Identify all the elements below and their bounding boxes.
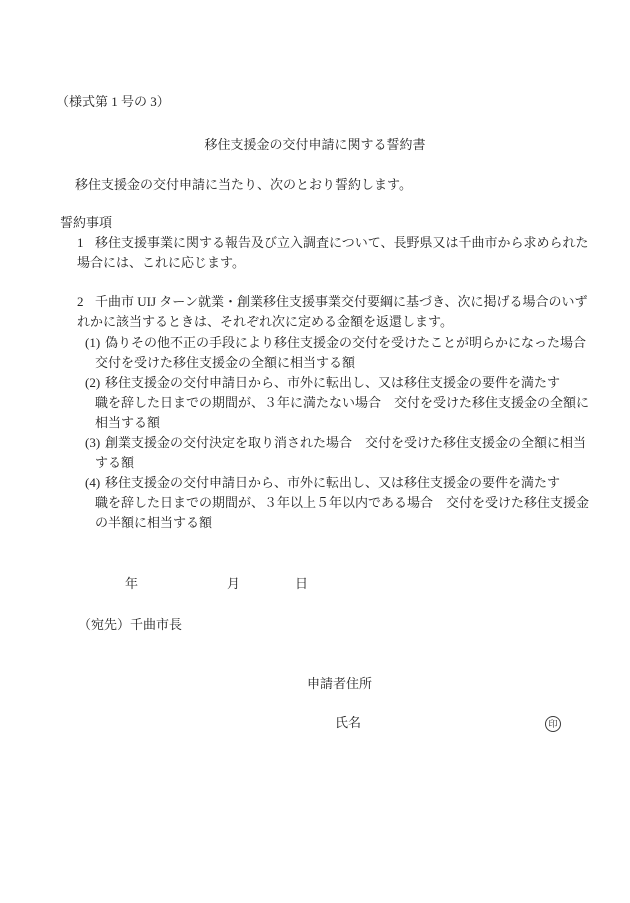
subitem-4-marker: (4) (85, 475, 101, 490)
subitem-3-line-2: する額 (95, 455, 135, 470)
seal-character: 印 (548, 718, 558, 729)
pledge-item-1-text: 移住支援事業に関する報告及び立入調査について、長野県又は千曲市から求められた (95, 235, 589, 250)
date-month-label: 月 (227, 576, 241, 591)
subitem-2-text: 移住支援金の交付申請日から、市外に転出し、又は移住支援金の要件を満たす (105, 375, 561, 390)
subitem-1-marker: (1) (85, 335, 101, 350)
subitem-3-text: 創業支援金の交付決定を取り消された場合 交付を受けた移住支援金の全額に相当 (105, 435, 587, 450)
pledge-item-1-line-1 (77, 233, 588, 253)
subitem-1-text: 偽りその他不正の手段により移住支援金の交付を受けたことが明らかになった場合 (105, 335, 587, 350)
subitem-1-line-2: 交付を受けた移住支援金の全額に相当する額 (95, 355, 356, 370)
pledge-item-1-line-2: 場合には、これに応じます。 (77, 255, 245, 270)
pledge-items-heading: 誓約事項 (60, 215, 113, 230)
subitem-2-marker: (2) (85, 375, 101, 390)
pledge-item-2-text: 千曲市 UIJ ターン就業・創業移住支援事業交付要綱に基づき、次に掲げる場合のいず (95, 294, 588, 309)
date-day-label: 日 (295, 576, 309, 591)
subitem-4-text: 移住支援金の交付申請日から、市外に転出し、又は移住支援金の要件を満たす (105, 475, 561, 490)
document-title: 移住支援金の交付申請に関する誓約書 (204, 137, 426, 152)
intro-paragraph: 移住支援金の交付申請に当たり、次のとおり誓約します。 (75, 177, 412, 192)
date-year-label: 年 (125, 576, 139, 591)
seal-icon (545, 716, 561, 732)
pledge-item-2-line-2: れかに該当するときは、それぞれ次に定める金額を返還します。 (77, 314, 453, 329)
pledge-item-2-number: 2 (77, 294, 84, 309)
pledge-item-1-number: 1 (77, 235, 84, 250)
subitem-2-line-2: 職を辞した日までの期間が、３年に満たない場合 交付を受けた移住支援金の全額に (95, 395, 590, 410)
subitem-3-marker: (3) (85, 435, 101, 450)
form-number-label: （様式第 1 号の 3） (56, 94, 170, 109)
subitem-4-line-1 (85, 473, 560, 493)
applicant-name-label: 氏名 (335, 715, 362, 730)
subitem-4-line-3: の半額に相当する額 (95, 515, 213, 530)
date-fill-in-line (0, 574, 630, 594)
subitem-3-line-1 (85, 433, 586, 453)
subitem-2-line-3: 相当する額 (95, 415, 161, 430)
subitem-1-line-1 (85, 333, 586, 353)
applicant-address-label: 申請者住所 (307, 676, 373, 691)
pledge-item-2-line-1 (77, 292, 588, 312)
subitem-2-line-1 (85, 373, 560, 393)
subitem-4-line-2: 職を辞した日までの期間が、３年以上５年以内である場合 交付を受けた移住支援金 (95, 495, 590, 510)
addressee-line: （宛先）千曲市長 (78, 617, 183, 632)
